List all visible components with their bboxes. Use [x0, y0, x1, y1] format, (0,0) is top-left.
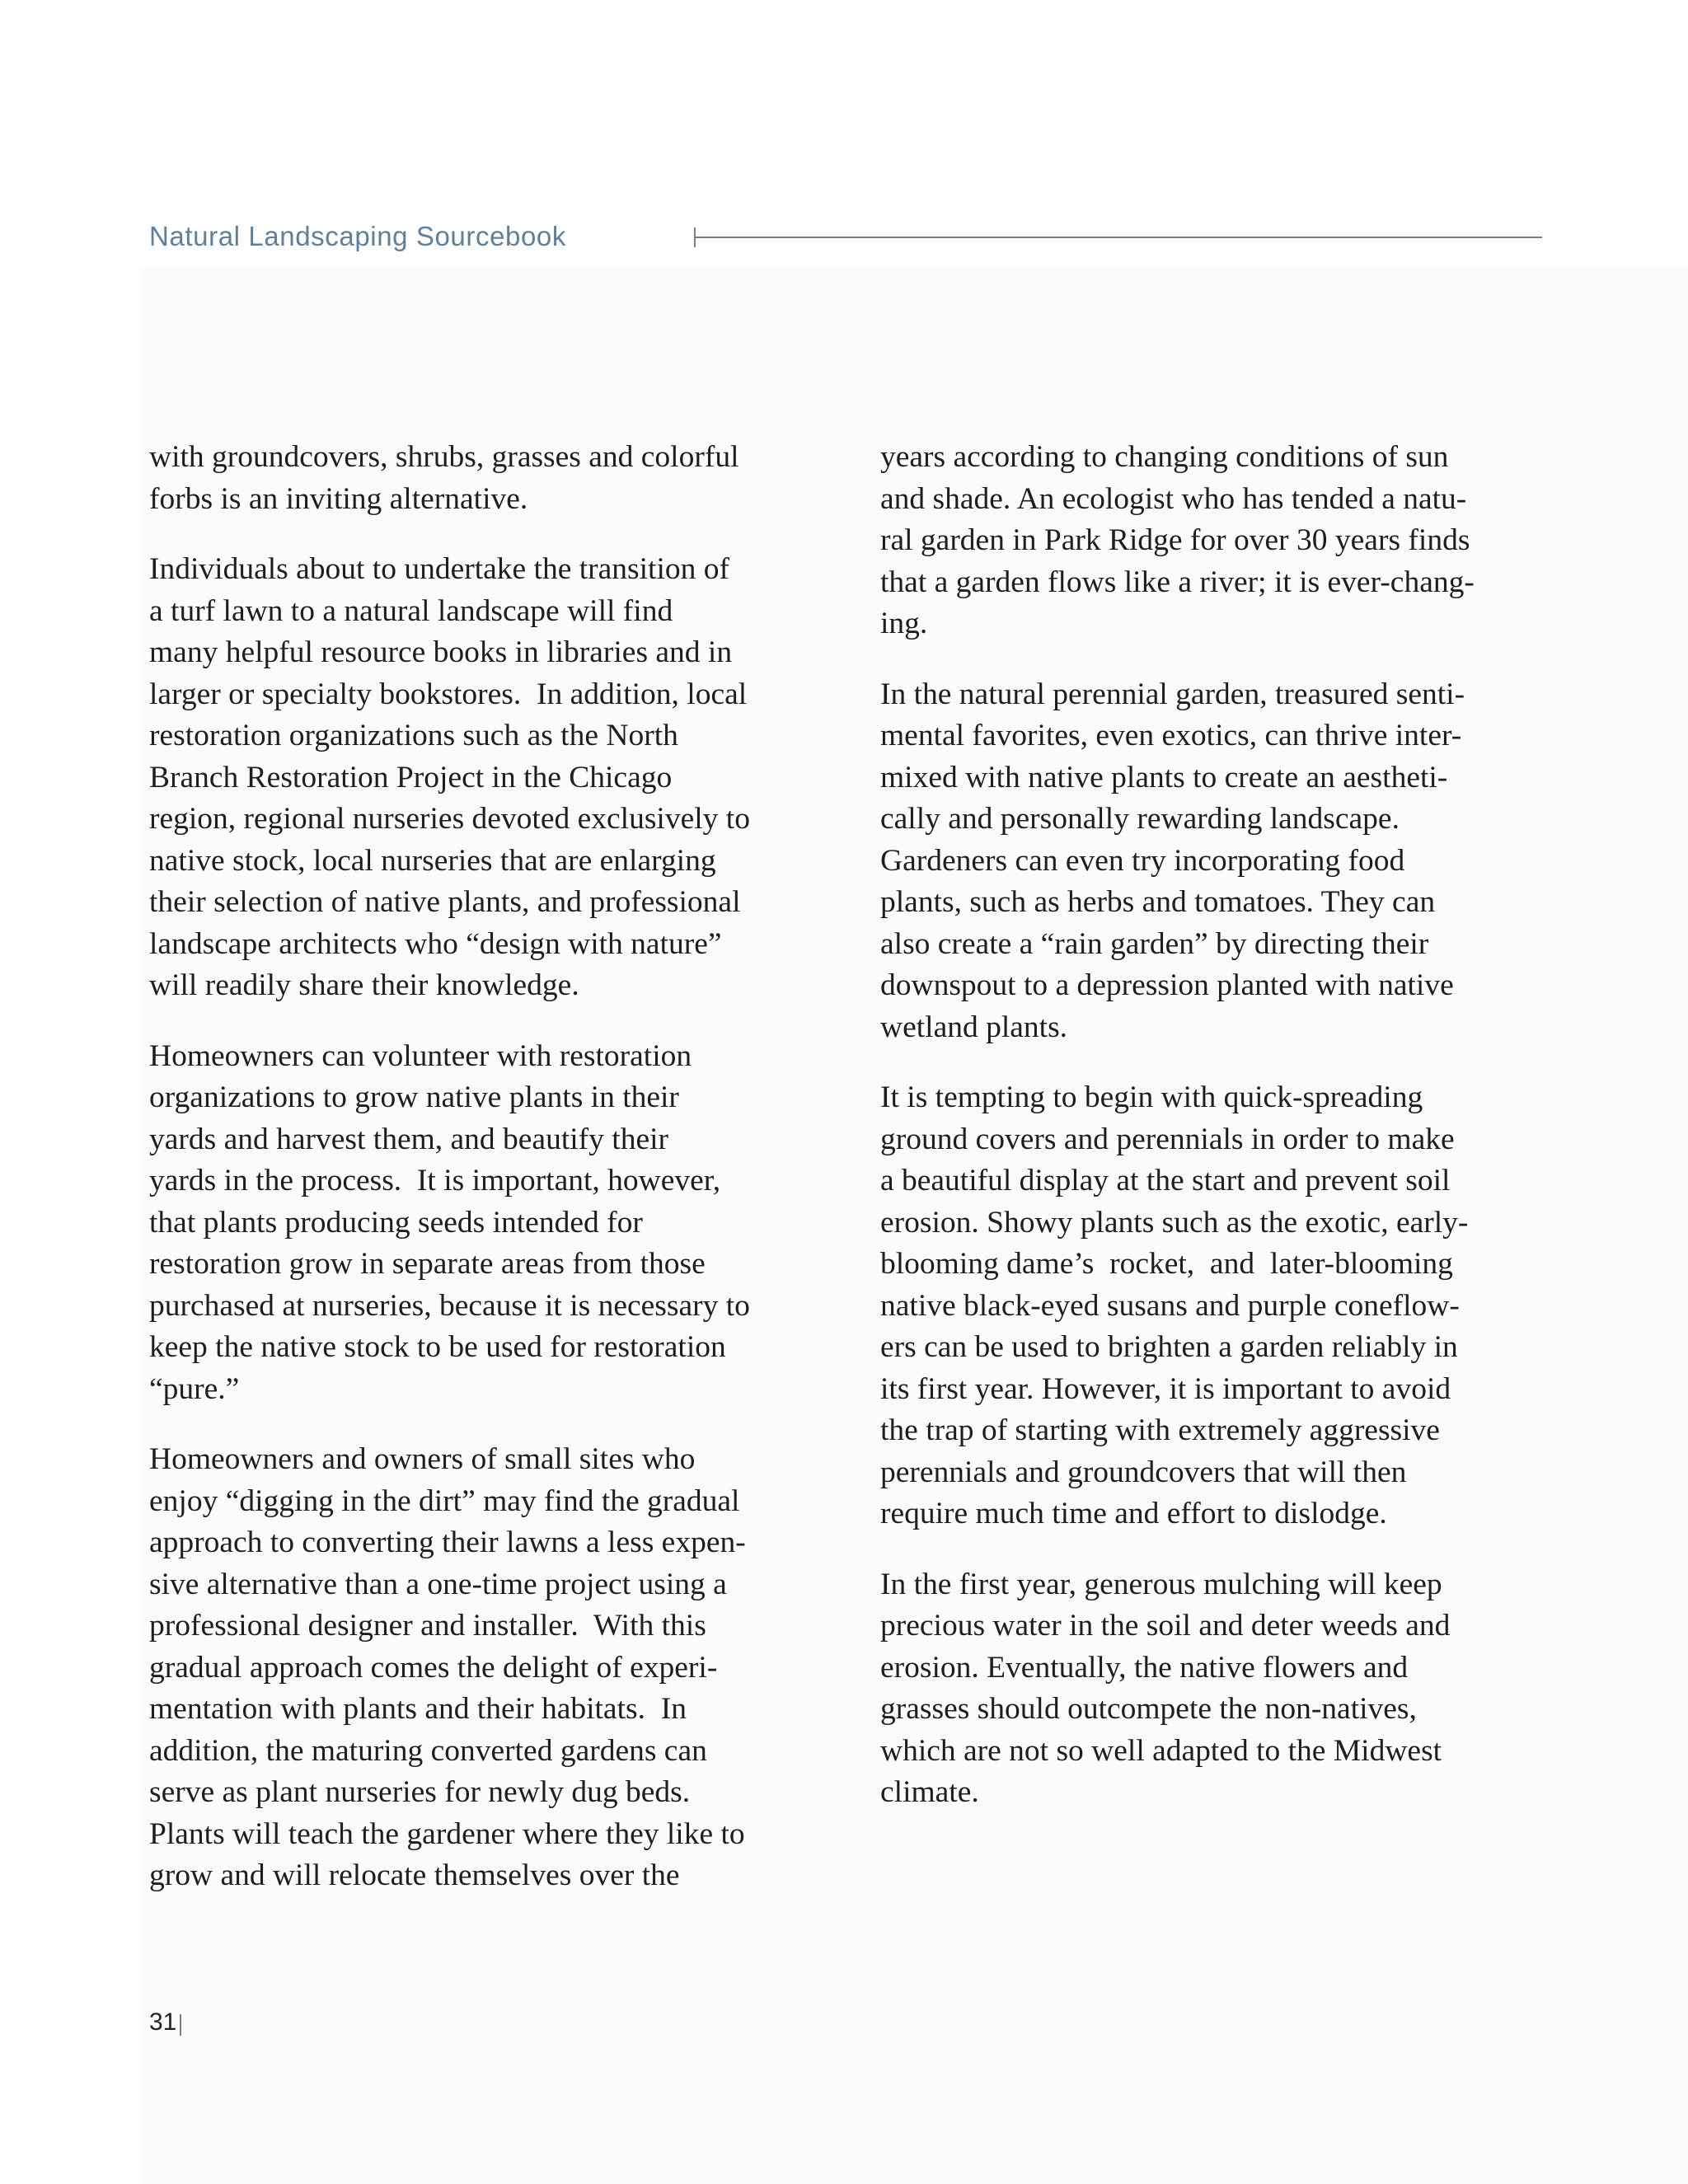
text-line: climate.	[880, 1775, 979, 1809]
text-line: restoration grow in separate areas from those	[149, 1247, 706, 1281]
text-line: years according to changing conditions of sun	[880, 440, 1449, 474]
text-line: require much time and effort to dislodge.	[880, 1497, 1387, 1530]
text-line: native stock, local nurseries that are enlarging	[149, 843, 716, 878]
text-line: erosion. Showy plants such as the exotic, early-	[880, 1205, 1469, 1240]
text-line: mentation with plants and their habitats. In	[149, 1692, 687, 1726]
text-line: yards in the process. It is important, however,	[149, 1164, 721, 1197]
paragraph	[149, 1036, 825, 1411]
paragraph	[880, 1564, 1556, 1814]
text-line: landscape architects who “design with nature”	[149, 926, 722, 961]
text-line: professional designer and installer. With this	[149, 1609, 706, 1643]
text-line: precious water in the soil and deter weeds and	[880, 1609, 1451, 1643]
text-line: grow and will relocate themselves over the	[149, 1858, 680, 1892]
text-line: a beautiful display at the start and prevent soil	[880, 1164, 1451, 1197]
text-line: mixed with native plants to create an aestheti-	[880, 760, 1448, 794]
text-line: ral garden in Park Ridge for over 30 years finds	[880, 523, 1470, 557]
text-line: enjoy “digging in the dirt” may find the gradual	[149, 1483, 740, 1518]
text-line: grasses should outcompete the non-natives,	[880, 1692, 1417, 1726]
text-line: ground covers and perennials in order to make	[880, 1122, 1455, 1156]
text-line: that a garden flows like a river; it is ever-chang-	[880, 565, 1475, 599]
text-line: native black-eyed susans and purple coneflow-	[880, 1288, 1460, 1323]
text-line: organizations to grow native plants in their	[149, 1080, 679, 1114]
text-line: many helpful resource books in libraries and in	[149, 635, 733, 669]
text-line: with groundcovers, shrubs, grasses and colorful	[149, 440, 739, 474]
text-line: Individuals about to undertake the transition of	[149, 552, 730, 586]
text-line: purchased at nurseries, because it is necessary to	[149, 1288, 750, 1323]
text-line: “pure.”	[149, 1371, 240, 1406]
text-line: forbs is an inviting alternative.	[149, 481, 528, 516]
text-line: keep the native stock to be used for restoration	[149, 1330, 726, 1364]
text-line: and shade. An ecologist who has tended a natu-	[880, 481, 1467, 516]
text-line: Plants will teach the gardener where they like to	[149, 1816, 745, 1851]
text-line: In the natural perennial garden, treasured senti-	[880, 677, 1465, 711]
text-line: approach to converting their lawns a less expen-	[149, 1526, 746, 1559]
text-line: mental favorites, even exotics, can thrive inter-	[880, 719, 1462, 752]
text-line: Homeowners and owners of small sites who	[149, 1442, 696, 1476]
text-line: the trap of starting with extremely aggressive	[880, 1413, 1440, 1447]
text-line: serve as plant nurseries for newly dug beds.	[149, 1775, 691, 1809]
text-line: a turf lawn to a natural landscape will find	[149, 593, 673, 628]
text-line: larger or specialty bookstores. In addition, local	[149, 677, 748, 711]
paragraph	[880, 674, 1556, 1049]
text-line: yards and harvest them, and beautify their	[149, 1122, 668, 1156]
text-line: will readily share their knowledge.	[149, 968, 579, 1002]
text-line: It is tempting to begin with quick-spreading	[880, 1080, 1423, 1114]
text-line: plants, such as herbs and tomatoes. They can	[880, 885, 1436, 919]
page-folio	[149, 2008, 181, 2041]
text-line: which are not so well adapted to the Midwest	[880, 1733, 1442, 1768]
text-line: Branch Restoration Project in the Chicago	[149, 760, 673, 794]
right-column	[880, 437, 1556, 1843]
text-line: gradual approach comes the delight of experi-	[149, 1650, 718, 1685]
text-line: cally and personally rewarding landscape.	[880, 802, 1400, 836]
paragraph	[880, 437, 1556, 645]
text-line: region, regional nurseries devoted exclusively to	[149, 802, 750, 836]
text-line: wetland plants.	[880, 1010, 1068, 1044]
text-line: their selection of native plants, and professional	[149, 885, 741, 919]
folio-rule	[180, 2014, 181, 2036]
text-line: Homeowners can volunteer with restoration	[149, 1038, 692, 1073]
text-line: ers can be used to brighten a garden reliably in	[880, 1330, 1458, 1364]
text-line: erosion. Eventually, the native flowers and	[880, 1650, 1409, 1685]
paragraph	[880, 1077, 1556, 1535]
text-line: that plants producing seeds intended for	[149, 1205, 643, 1240]
text-line: restoration organizations such as the North	[149, 719, 678, 752]
text-line: In the first year, generous mulching will keep	[880, 1567, 1442, 1601]
paragraph	[149, 549, 825, 1007]
text-line: Gardeners can even try incorporating food	[880, 843, 1405, 878]
page-number: 31	[149, 2008, 177, 2036]
text-line: ing.	[880, 607, 928, 640]
text-line: also create a “rain garden” by directing their	[880, 926, 1429, 961]
running-header	[149, 219, 1542, 252]
left-column	[149, 437, 825, 1926]
text-line: perennials and groundcovers that will then	[880, 1455, 1407, 1489]
header-title: Natural Landscaping Sourcebook	[149, 221, 566, 251]
paragraph	[149, 1439, 825, 1897]
text-line: its first year. However, it is important to avoid	[880, 1371, 1451, 1406]
text-line: addition, the maturing converted gardens can	[149, 1733, 707, 1768]
text-line: sive alternative than a one-time project using a	[149, 1567, 727, 1601]
paragraph	[149, 437, 825, 520]
text-line: blooming dame’s rocket, and later-blooming	[880, 1247, 1453, 1281]
text-line: downspout to a depression planted with native	[880, 968, 1454, 1002]
header-rule	[694, 237, 1542, 238]
